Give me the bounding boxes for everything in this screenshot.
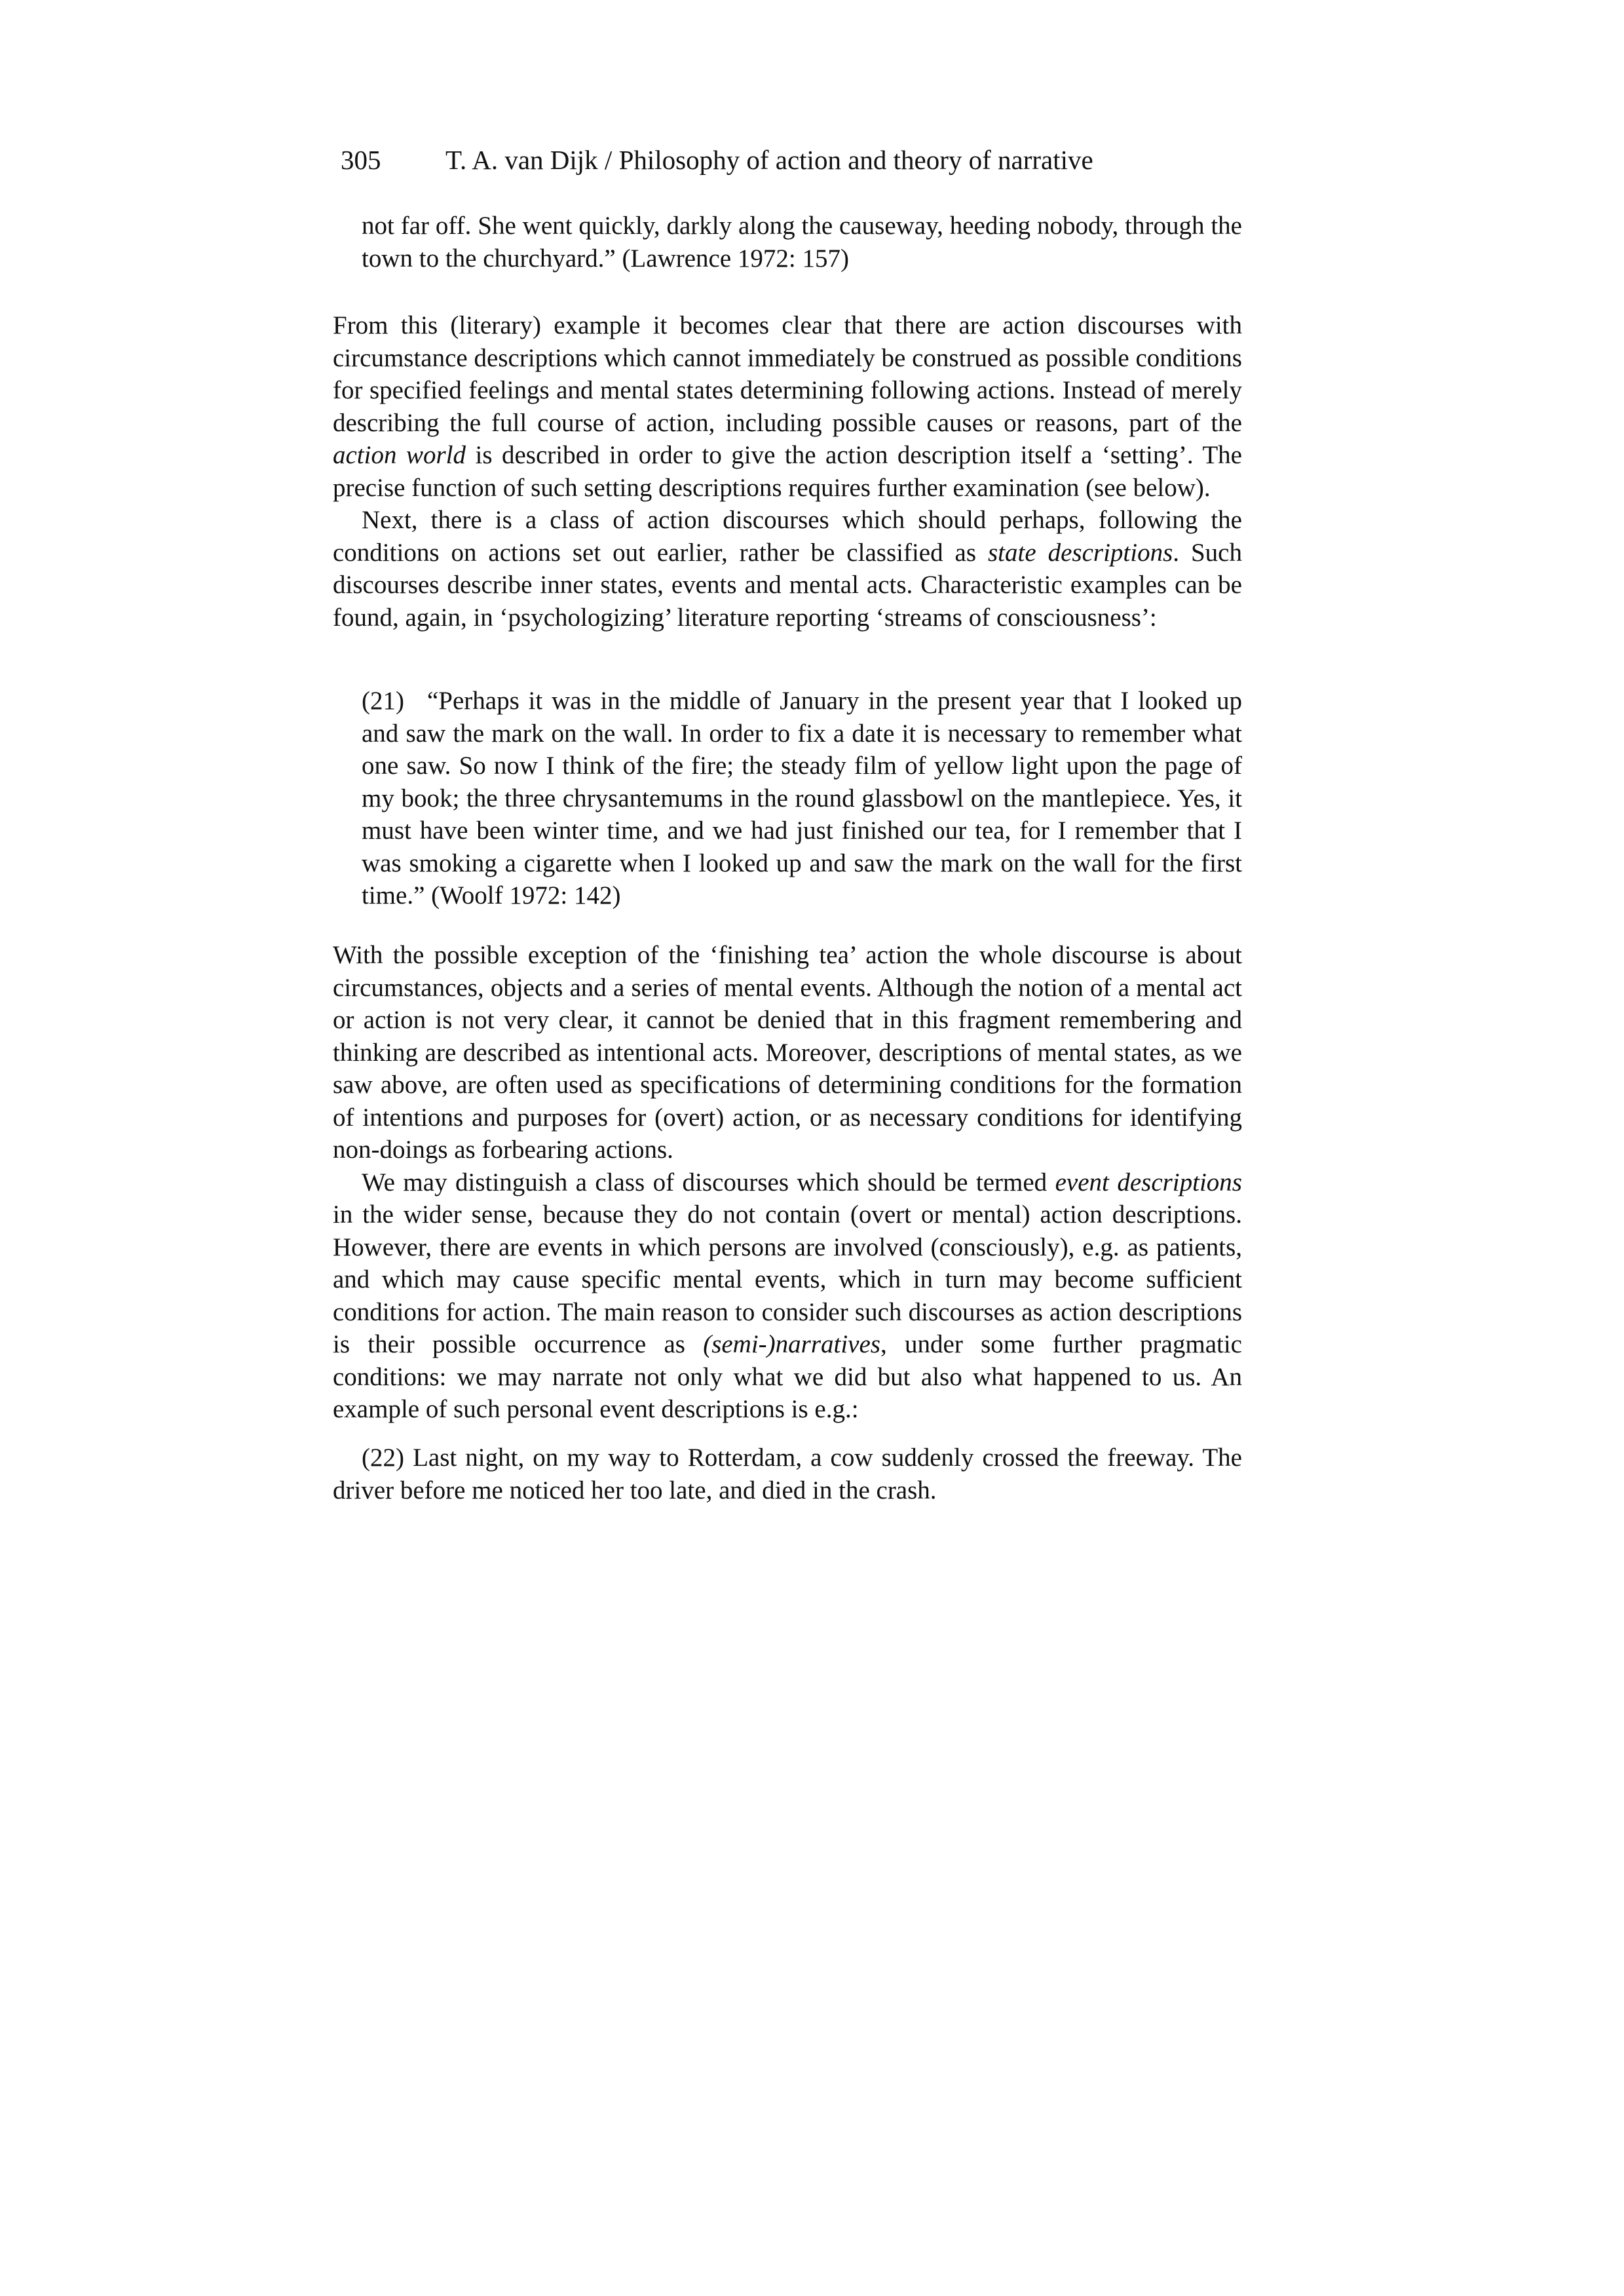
paragraph-2-text-b: . Such discourses describe inner states, events and mental acts. Characteristic examples can be found, again, in ‘psychologizing’ literature reporting ‘streams of consciousness’:: [333, 538, 1242, 632]
running-title: T. A. van Dijk / Philosophy of action and theory of narrative: [445, 145, 1093, 175]
continued-quote: not far off. She went quickly, darkly along the causeway, heeding nobody, through the town to the churchyard.” (Lawrence 1972: 157): [362, 212, 1242, 273]
continued-quote-block: [362, 210, 1242, 275]
paragraph-4: [333, 1166, 1242, 1426]
paragraph-1-emphasis: action world: [333, 441, 466, 469]
running-header: [341, 143, 1093, 177]
example-21-number: (21): [362, 687, 404, 715]
page-number: 305: [341, 145, 381, 175]
example-21-block: [362, 685, 1242, 912]
paragraph-2-text-a: Next, there is a class of action discourses which should perhaps, following the conditions on actions set out earlier, rather be classified as: [333, 506, 1242, 567]
paragraph-4-emphasis-2: (semi-)narratives: [703, 1330, 880, 1358]
paragraph-1-text-a: From this (literary) example it becomes clear that there are action discourses with circumstance descriptions which cannot immediately be construed as possible conditions for specified feelings and mental states determining following actions. Instead of merely describing the full course of action, including possible causes or reasons, part of the: [333, 311, 1242, 437]
paragraph-1: [333, 309, 1242, 504]
example-21-text: “Perhaps it was in the middle of January in the present year that I looked up and saw the mark on the wall. In order to fix a date it is necessary to remember what one saw. So now I think of the fire; the steady film of yellow light upon the page of my book; the three chrysantemums in the round glassbowl on the mantlepiece. Yes, it must have been winter time, and we had just finished our tea, for I remember that I was smoking a cigarette when I looked up and saw the mark on the wall for the first time.” (Woolf 1972: 142): [362, 687, 1242, 909]
example-22-number: (22): [362, 1444, 404, 1472]
example-22-text: Last night, on my way to Rotterdam, a cow suddenly crossed the freeway. The driver before me noticed her too late, and died in the crash.: [333, 1444, 1242, 1504]
body-paragraphs-2: [333, 939, 1242, 1426]
paragraph-3: With the possible exception of the ‘finishing tea’ action the whole discourse is about circumstances, objects and a series of mental events. Although the notion of a mental act or action is not very clear, it cannot be denied that in this fragment remembering and thinking are described as intentional acts. Moreover, descriptions of mental states, as we saw above, are often used as specifications of determining conditions for the formation of intentions and purposes for (overt) action, or as necessary conditions for identifying non-doings as forbearing actions.: [333, 941, 1242, 1164]
paragraph-4-text-c: , under some further pragmatic conditions: we may narrate not only what we did but also what happened to us. An example of such personal event descriptions is e.g.:: [333, 1330, 1242, 1423]
body-paragraphs-1: [333, 309, 1242, 634]
paragraph-1-text-b: is described in order to give the action description itself a ‘setting’. The precise function of such setting descriptions requires further examination (see below).: [333, 441, 1242, 502]
example-22-block: [333, 1442, 1242, 1506]
paragraph-4-text-a: We may distinguish a class of discourses which should be termed: [362, 1168, 1055, 1196]
paragraph-2-emphasis: state descriptions: [988, 538, 1173, 567]
paragraph-4-emphasis-1: event descriptions: [1055, 1168, 1242, 1196]
example-22: [333, 1442, 1242, 1506]
paragraph-2: [333, 504, 1242, 634]
example-21: [362, 685, 1242, 912]
paragraph-4-text-b: in the wider sense, because they do not contain (overt or mental) action descriptions. However, there are events in which persons are involved (consciously), e.g. as patients, and which may cause specific mental events, which in turn may become sufficient conditions for action. The main reason to consider such discourses as action descriptions is their possible occurrence as: [333, 1200, 1242, 1358]
